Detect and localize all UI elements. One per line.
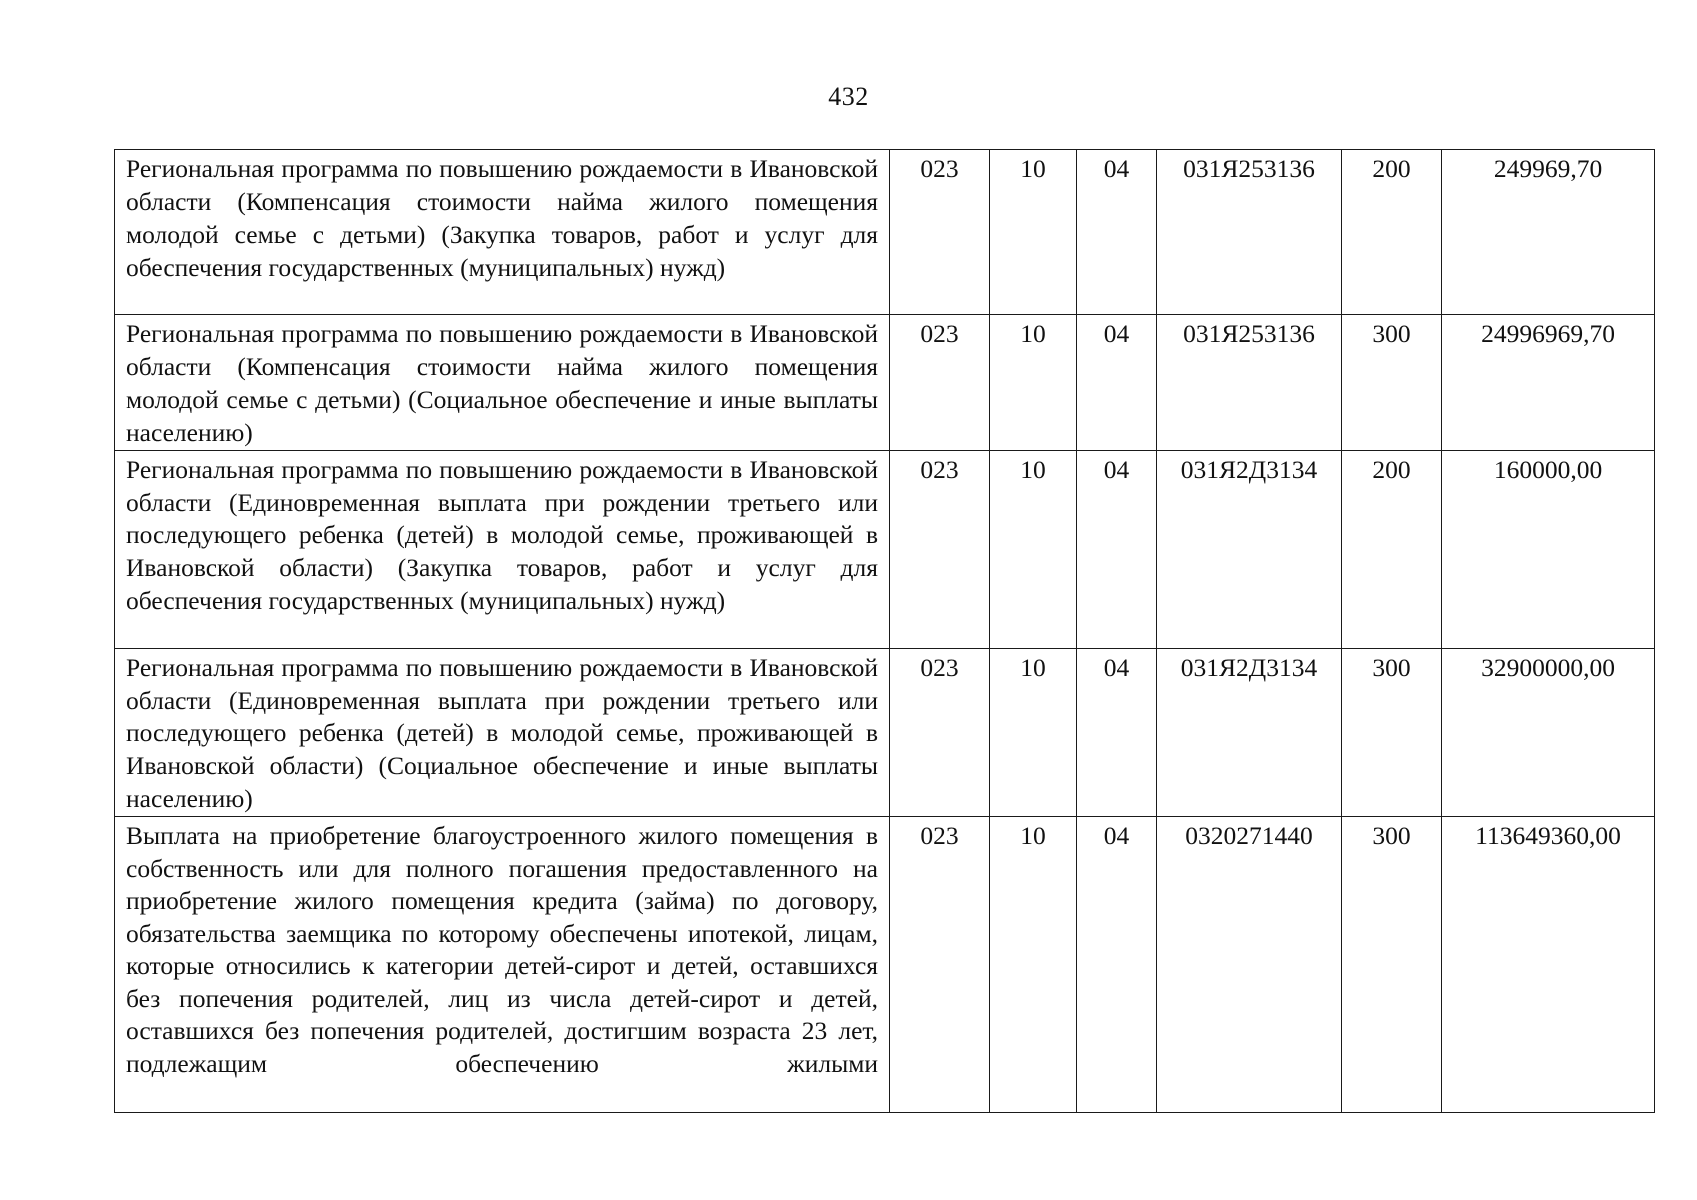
admin-code-cell: 023: [890, 817, 990, 1113]
section-cell: 10: [990, 450, 1077, 648]
table-row: [115, 315, 1655, 451]
expense-type-cell: 200: [1342, 150, 1442, 315]
table-row: [115, 150, 1655, 315]
subsection-cell: 04: [1077, 450, 1157, 648]
expense-type-cell: 200: [1342, 450, 1442, 648]
expense-type-cell: 300: [1342, 648, 1442, 817]
expense-type-cell: 300: [1342, 817, 1442, 1113]
subsection-cell: 04: [1077, 817, 1157, 1113]
section-cell: 10: [990, 315, 1077, 451]
subsection-cell: 04: [1077, 315, 1157, 451]
row-description: Выплата на приобретение благоустроенного жилого помещения в собственность или для полного погашения предоставленного на приобретение жилого помещения кредита (займа) по договору, обязательства заемщика по которому обеспечены ипотекой, лицам, которые относились к категории детей-сирот и детей, оставшихся без попечения родителей, лиц из числа детей-сирот и детей, оставшихся без попечения родителей, достигшим возраста 23 лет, подлежащим обеспечению жилыми: [115, 817, 890, 1113]
subsection-cell: 04: [1077, 150, 1157, 315]
row-description: Региональная программа по повышению рождаемости в Ивановской области (Компенсация стоимости найма жилого помещения молодой семье с детьми) (Социальное обеспечение и иные выплаты населению): [115, 315, 890, 451]
target-article-cell: 031Я253136: [1157, 150, 1342, 315]
table-row: [115, 817, 1655, 1113]
target-article-cell: 031Я2Д3134: [1157, 648, 1342, 817]
amount-cell: 32900000,00: [1442, 648, 1655, 817]
row-description: Региональная программа по повышению рождаемости в Ивановской области (Единовременная выплата при рождении третьего или последующего ребенка (детей) в молодой семье, проживающей в Ивановской области) (Социальное обеспечение и иные выплаты населению): [115, 648, 890, 817]
admin-code-cell: 023: [890, 315, 990, 451]
table-row: [115, 450, 1655, 648]
section-cell: 10: [990, 648, 1077, 817]
row-description: Региональная программа по повышению рождаемости в Ивановской области (Единовременная выплата при рождении третьего или последующего ребенка (детей) в молодой семье, проживающей в Ивановской области) (Закупка товаров, работ и услуг для обеспечения государственных (муниципальных) нужд): [115, 450, 890, 648]
row-description: Региональная программа по повышению рождаемости в Ивановской области (Компенсация стоимости найма жилого помещения молодой семье с детьми) (Закупка товаров, работ и услуг для обеспечения государственных (муниципальных) нужд): [115, 150, 890, 315]
amount-cell: 113649360,00: [1442, 817, 1655, 1113]
amount-cell: 249969,70: [1442, 150, 1655, 315]
amount-cell: 24996969,70: [1442, 315, 1655, 451]
target-article-cell: 031Я2Д3134: [1157, 450, 1342, 648]
table-row: [115, 648, 1655, 817]
admin-code-cell: 023: [890, 450, 990, 648]
page-number: 432: [828, 82, 869, 111]
budget-table: [114, 149, 1655, 1113]
section-cell: 10: [990, 150, 1077, 315]
amount-cell: 160000,00: [1442, 450, 1655, 648]
subsection-cell: 04: [1077, 648, 1157, 817]
admin-code-cell: 023: [890, 648, 990, 817]
target-article-cell: 031Я253136: [1157, 315, 1342, 451]
expense-type-cell: 300: [1342, 315, 1442, 451]
admin-code-cell: 023: [890, 150, 990, 315]
target-article-cell: 0320271440: [1157, 817, 1342, 1113]
section-cell: 10: [990, 817, 1077, 1113]
